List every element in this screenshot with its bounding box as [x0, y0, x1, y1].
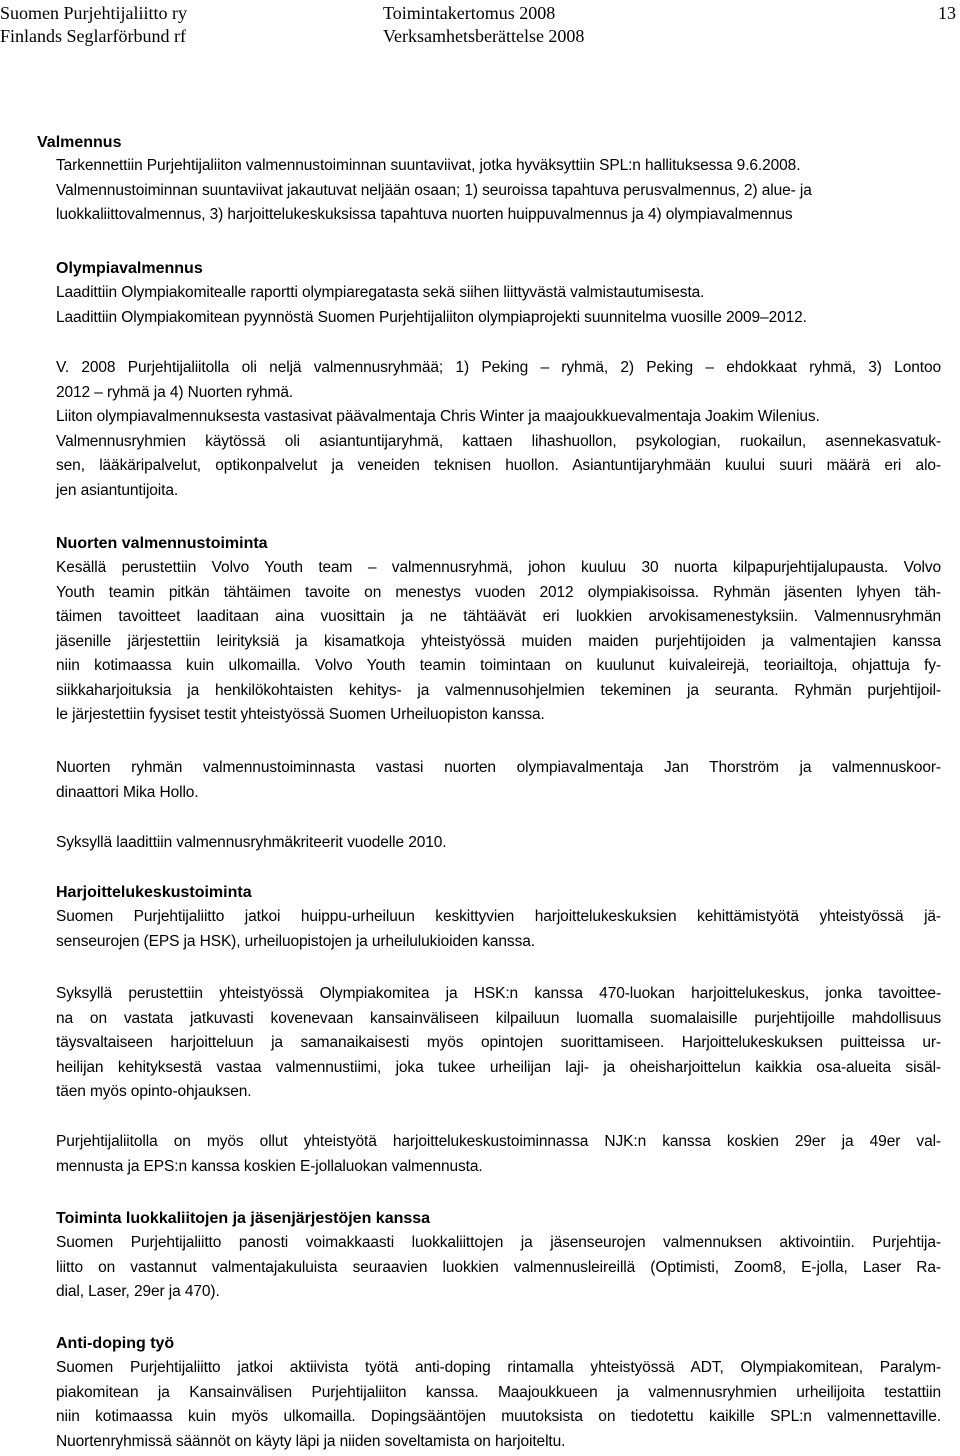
section-title-valmennus: Valmennus: [37, 134, 122, 151]
text-line: Valmennustoiminnan suuntaviivat jakautuvat neljään osaan; 1) seuroissa tapahtuva perusvalmennus, 2) alue- ja: [56, 181, 812, 199]
text-line: Syksyllä perustettiin yhteistyössä Olympiakomitea ja HSK:n kanssa 470-luokan harjoittelukeskus, jonka tavoittee-: [56, 985, 941, 1002]
text-line: luokkaliittovalmennus, 3) harjoittelukeskuksissa tapahtuva nuorten huippuvalmennus ja 4) olympiavalmennus: [56, 206, 793, 223]
header-center: [383, 2, 584, 48]
text-line: 2012 – ryhmä ja 4) Nuorten ryhmä.: [56, 383, 294, 401]
section-harjoittelu: [56, 880, 941, 954]
page-number: 13: [938, 3, 956, 23]
text-line: Laadittiin Olympiakomitean pyynnöstä Suomen Purjehtijaliiton olympiaprojekti suunnitelma vuosille 2009–2012.: [56, 308, 807, 326]
valmennus-body: [56, 154, 941, 228]
section-olympiavalmennus: [56, 256, 941, 330]
text-line: Suomen Purjehtijaliitto jatkoi aktiivista työtä anti-doping rintamalla yhteistyössä ADT, Olympiakomitean, Paralym-: [56, 1359, 941, 1376]
header-org-sv: Finlands Seglarförbund rf: [0, 26, 186, 46]
section-title-nuorten: Nuorten valmennustoiminta: [56, 535, 268, 552]
text-line: täysvaltaiseen harjoitteluun ja samanaikaisesti myös opintojen suorittamiseen. Harjoittelukeskuksen puitteissa ur-: [56, 1034, 941, 1051]
text-line: dial, Laser, 29er ja 470).: [56, 1283, 220, 1300]
header-report-fi: Toimintakertomus 2008: [383, 3, 556, 23]
text-line: le järjestettiin fyysiset testit yhteistyössä Suomen Urheiluopiston kanssa.: [56, 706, 545, 723]
header-left: [0, 2, 187, 48]
section-valmennus: [37, 130, 960, 155]
text-line: Liiton olympiavalmennuksesta vastasivat päävalmentaja Chris Winter ja maajoukkuevalmentaja Joakim Wilenius.: [56, 408, 820, 425]
section-title-harjoittelu: Harjoittelukeskustoiminta: [56, 884, 252, 901]
harjoittelu-paragraph-2: [56, 982, 941, 1105]
text-line: Suomen Purjehtijaliitto jatkoi huippu-urheiluun keskittyvien harjoittelukeskuksien kehittämistyötä yhteistyössä jä-: [56, 908, 941, 925]
harjoittelu-paragraph-3: [56, 1130, 941, 1179]
nuorten-paragraph-2: [56, 756, 941, 805]
text-line: Youth teamin pitkän tähtäimen tavoite on menestys vuoden 2012 olympiakisoissa. Ryhmän jäsenten lyhyen täh-: [56, 583, 941, 601]
section-nuorten: [56, 531, 941, 728]
text-line: Valmennusryhmien käytössä oli asiantuntijaryhmä, kattaen lihashuollon, psykologian, ruokailun, asennekasvatuk-: [56, 432, 941, 450]
text-line: sen, lääkäripalvelut, optikonpalvelut ja veneiden teknisen huollon. Asiantuntijaryhmään kuului suuri määrä eri alo-: [56, 457, 941, 474]
text-line: na on vastata jatkuvasti kovenevaan kansainväliseen kilpailuun luomalla suomalaisille purjehtijoille mahdollisuus: [56, 1009, 941, 1027]
text-line: niin kotimaassa kuin myös ulkomailla. Dopingsääntöjen muutoksista on tiedotettu kaikille SPL:n valmennettaville.: [56, 1408, 941, 1425]
text-line: Suomen Purjehtijaliitto panosti voimakkaasti luokkaliittojen ja jäsenseurojen valmennuksen aktivointiin. Purjehtija-: [56, 1234, 941, 1251]
text-line: täimen tavoitteet laaditaan aina vuosittain ja ne tähtäävät eri luokkien arvokisamenestyksiin. Valmennusryhmän: [56, 608, 941, 625]
text-line: niin kotimaassa kuin ulkomailla. Volvo Youth teamin toimintaan on kuulunut kuivaleirejä, teoriailtoja, ohjattuja fy-: [56, 657, 941, 674]
section-title-olympiavalmennus: Olympiavalmennus: [56, 260, 203, 277]
text-line: siikkaharjoituksia ja henkilökohtaisten kehitys- ja valmennusohjelmien tekeminen ja seuranta. Ryhmän purjehtijoil-: [56, 681, 941, 699]
text-line: Laadittiin Olympiakomitealle raportti olympiaregatasta sekä siihen liittyvästä valmistautumisesta.: [56, 284, 705, 301]
text-line: heilijan kehityksestä vastaa valmennustiimi, joka tukee urheilijan laji- ja oheisharjoittelun kaikkia osa-alueita sisäl-: [56, 1058, 941, 1076]
text-line: jäsenille järjestettiin leirityksiä ja kisamatkoja yhteistyössä muiden maiden purjehtijoiden ja valmentajien kanssa: [56, 632, 941, 650]
text-line: Nuorten ryhmän valmennustoiminnasta vastasi nuorten olympiavalmentaja Jan Thorström ja valmennuskoor-: [56, 759, 941, 776]
section-title-antidoping: Anti-doping työ: [56, 1335, 175, 1352]
text-line: Nuortenryhmissä säännöt on käyty läpi ja niiden soveltamista on harjoiteltu.: [56, 1432, 566, 1450]
text-line: Kesällä perustettiin Volvo Youth team – valmennusryhmä, johon kuuluu 30 nuorta kilpapurjehtijalupausta. Volvo: [56, 559, 941, 576]
header-report-sv: Verksamhetsberättelse 2008: [383, 26, 585, 46]
section-title-luokkaliitot: Toiminta luokkaliitojen ja jäsenjärjestöjen kanssa: [56, 1210, 431, 1227]
text-line: täen myös opinto-ohjauksen.: [56, 1083, 252, 1100]
text-line: Tarkennettiin Purjehtijaliiton valmennustoiminnan suuntaviivat, jotka hyväksyttiin SPL:n hallituksessa 9.6.2008.: [56, 157, 801, 174]
text-line: Purjehtijaliitolla on myös ollut yhteistyötä harjoittelukeskustoiminnassa NJK:n kanssa koskien 29er ja 49er val-: [56, 1133, 941, 1150]
text-line: piakomitean ja Kansainvälisen Purjehtijaliiton kanssa. Maajoukkueen ja valmennusryhmien urheilijoita testattiin: [56, 1383, 941, 1401]
nuorten-paragraph-3: [56, 831, 941, 856]
section-antidoping: [56, 1331, 941, 1454]
text-line: dinaattori Mika Hollo.: [56, 783, 199, 801]
text-line: jen asiantuntijoita.: [56, 481, 179, 499]
section-luokkaliitot: [56, 1206, 941, 1305]
text-line: liitto on vastannut valmentajakuluista seuraavien luokkien valmennusleireillä (Optimisti, Zoom8, E-jolla, Laser Ra-: [56, 1258, 941, 1276]
olympia-paragraph-2: [56, 356, 941, 503]
text-line: senseurojen (EPS ja HSK), urheiluopistojen ja urheilulukioiden kanssa.: [56, 932, 535, 950]
text-line: V. 2008 Purjehtijaliitolla oli neljä valmennusryhmää; 1) Peking – ryhmä, 2) Peking – ehdokkaat ryhmä, 3) Lontoo: [56, 359, 941, 376]
header-org-fi: Suomen Purjehtijaliitto ry: [0, 3, 187, 23]
text-line: mennusta ja EPS:n kanssa koskien E-jollaluokan valmennusta.: [56, 1157, 483, 1175]
text-line: Syksyllä laadittiin valmennusryhmäkriteerit vuodelle 2010.: [56, 834, 447, 851]
